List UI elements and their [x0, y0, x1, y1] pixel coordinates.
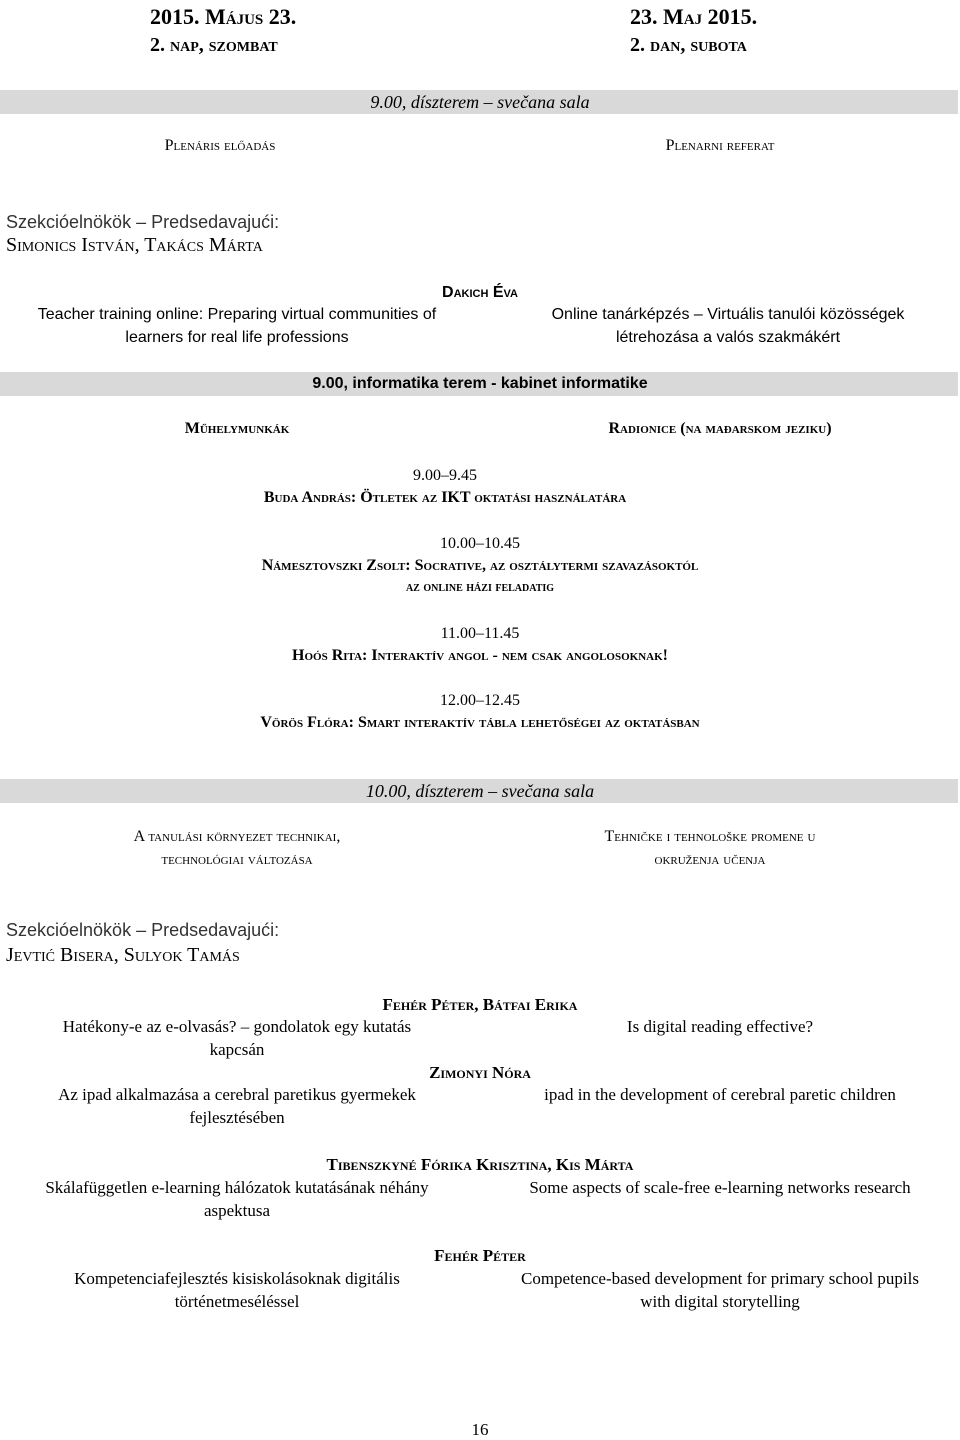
- session-time-room: 9.00, informatika terem - kabinet informatike: [312, 375, 648, 392]
- speaker-name: Tibenszkyné Fórika Krisztina, Kis Márta: [326, 1155, 634, 1174]
- workshop-title: Buda András: Ötletek az IKT oktatási használatára: [263, 489, 627, 506]
- session-type-sr-line1: Tehničke i tehnološke promene u: [604, 828, 816, 845]
- workshop-time: 9.00–9.45: [413, 467, 477, 484]
- session-time-room: 10.00, díszterem – svečana sala: [365, 781, 595, 801]
- speaker-name: Fehér Péter: [434, 1246, 526, 1265]
- workshop-title-line2: az online házi feladatig: [405, 580, 555, 595]
- talk-title-en-line2: learners for real life professions: [125, 329, 349, 346]
- talk-title-hu-line2: kapcsán: [209, 1040, 265, 1059]
- page-number: 16: [471, 1420, 489, 1439]
- session-type-sr: Plenarni referat: [665, 137, 775, 154]
- day-hu: 2. nap, szombat: [150, 34, 278, 56]
- session-time-room: 9.00, díszterem – svečana sala: [370, 92, 590, 112]
- date-sr: 23. Maj 2015.: [630, 4, 758, 29]
- workshop-time: 11.00–11.45: [440, 625, 520, 642]
- workshop-title: Námesztovszki Zsolt: Socrative, az osztálytermi szavazásoktól: [261, 557, 699, 574]
- talk-title-en-line1: Competence-based development for primary school pupils: [521, 1269, 919, 1288]
- session-type-sr-line2: okruženja učenja: [654, 851, 766, 868]
- session-type-hu-line2: technológiai változása: [161, 851, 313, 868]
- speaker-name: Zimonyi Nóra: [429, 1063, 531, 1082]
- talk-title-hu-line1: Hatékony-e az e-olvasás? – gondolatok egy kutatás: [62, 1017, 412, 1036]
- session-type-hu: Műhelymunkák: [184, 420, 290, 437]
- talk-title-hu-line1: Kompetenciafejlesztés kisiskolásoknak digitális: [74, 1269, 400, 1288]
- talk-title-en-line1: Some aspects of scale-free e-learning networks research: [529, 1178, 911, 1197]
- workshop-time: 12.00–12.45: [440, 692, 520, 709]
- workshop-title: Vörös Flóra: Smart interaktív tábla lehetőségei az oktatásban: [260, 714, 700, 731]
- talk-title-hu-line2: aspektusa: [203, 1201, 271, 1220]
- talk-title-en-line1: ipad in the development of cerebral paretic children: [544, 1085, 896, 1104]
- session-type-hu-line1: A tanulási környezet technikai,: [133, 828, 341, 845]
- speaker-name: Fehér Péter, Bátfai Erika: [382, 995, 578, 1014]
- chairs-names: Jevtić Bisera, Sulyok Tamás: [6, 944, 240, 966]
- date-hu: 2015. Május 23.: [150, 4, 297, 29]
- talk-title-en-line1: Teacher training online: Preparing virtual communities of: [37, 306, 437, 323]
- talk-title-en-line1: Is digital reading effective?: [626, 1017, 814, 1036]
- talk-title-hu-line2: fejlesztésében: [189, 1108, 285, 1127]
- chairs-label: Szekcióelnökök – Predsedavajući:: [6, 920, 280, 940]
- chairs-names: Simonics István, Takács Márta: [6, 234, 263, 256]
- workshop-time: 10.00–10.45: [440, 535, 520, 552]
- workshop-title: Hoós Rita: Interaktív angol - nem csak angolosoknak!: [292, 647, 668, 664]
- talk-title-hu-line1: Skálafüggetlen e-learning hálózatok kutatásának néhány: [45, 1178, 429, 1197]
- talk-title-hu-line2: történetmeséléssel: [174, 1292, 300, 1311]
- talk-title-hu-line1: Online tanárképzés – Virtuális tanulói közösségek: [551, 306, 905, 323]
- chairs-label: Szekcióelnökök – Predsedavajući:: [6, 212, 280, 232]
- day-sr: 2. dan, subota: [630, 34, 747, 56]
- talk-title-en-line2: with digital storytelling: [640, 1292, 800, 1311]
- session-type-sr: Radionice (na mađarskom jeziku): [608, 420, 832, 437]
- speaker-name: Dakich Éva: [442, 284, 518, 301]
- talk-title-hu-line2: létrehozása a valós szakmákért: [615, 329, 841, 346]
- session-type-hu: Plenáris előadás: [164, 137, 276, 154]
- talk-title-hu-line1: Az ipad alkalmazása a cerebral paretikus gyermekek: [58, 1085, 416, 1104]
